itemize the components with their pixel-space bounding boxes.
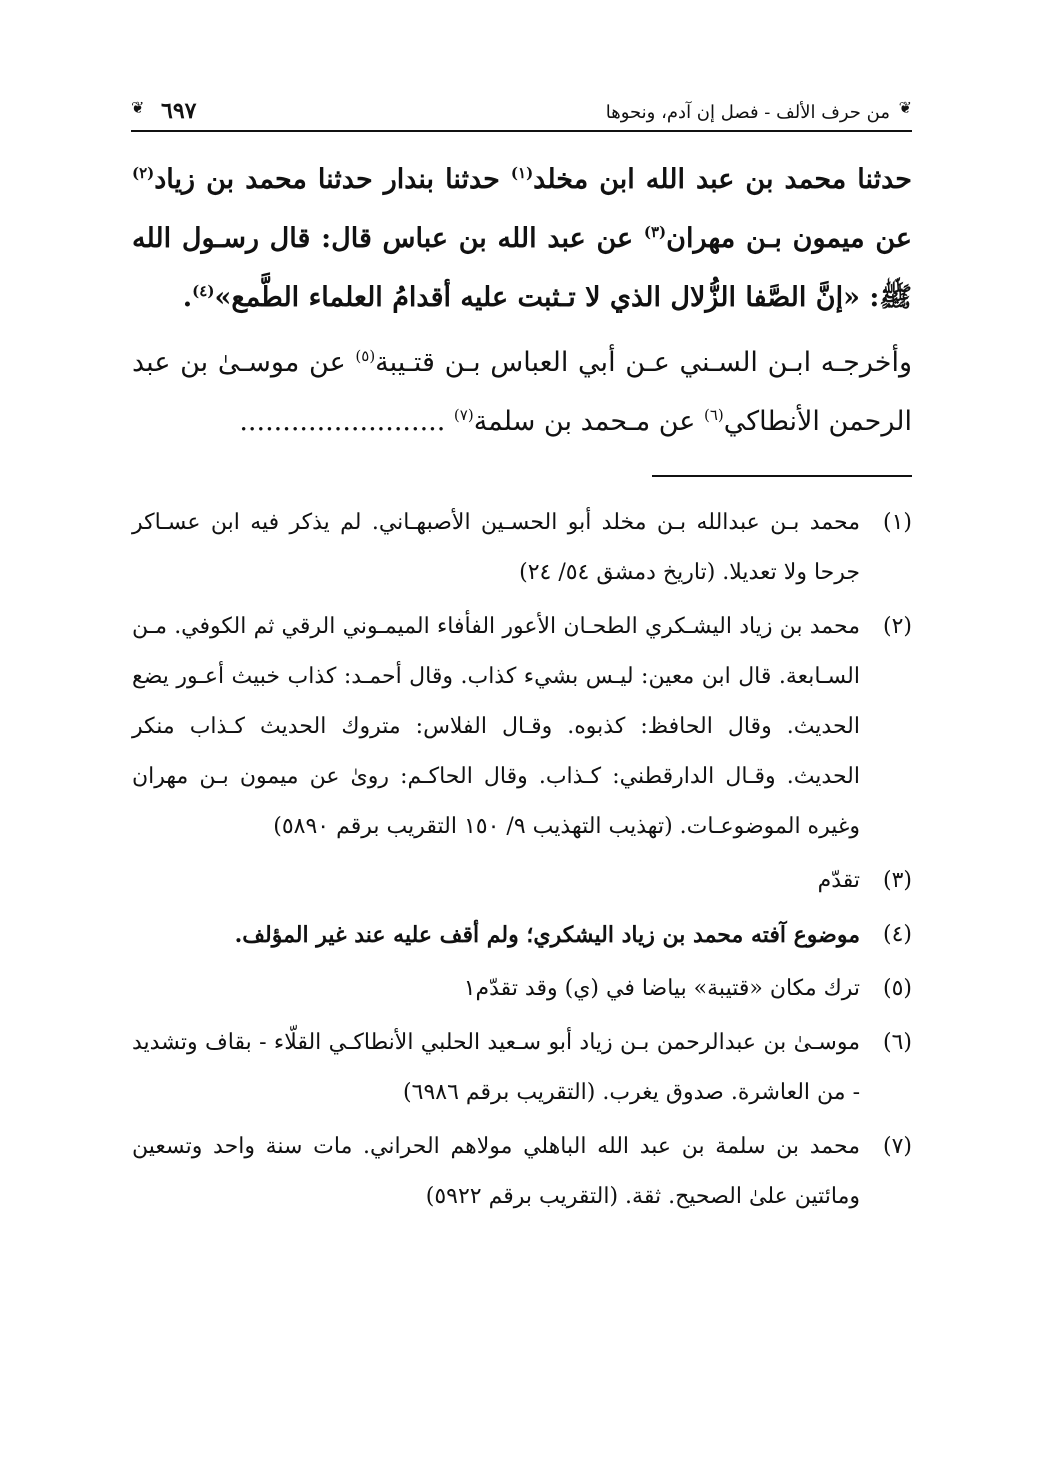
footnote-separator xyxy=(652,475,912,477)
footnote-number: (٢) xyxy=(882,614,912,639)
text-run: حدثنا محمد بن عبد الله ابن مخلد xyxy=(533,164,912,195)
footnote-reference[interactable]: (٣) xyxy=(643,223,667,241)
text-run: عن عبد الله بن عباس قال: قال رسـول الله ﷺ: « xyxy=(132,223,912,313)
footnote-text: تقدّم xyxy=(817,868,860,893)
footnote xyxy=(132,602,912,852)
footnote-number: (٤) xyxy=(882,922,912,947)
footnote xyxy=(132,1018,912,1118)
main-paragraph xyxy=(132,333,912,451)
page-number: ٦٩٧ xyxy=(161,98,197,124)
footnote-text: موضوع آفته محمد بن زياد اليشكري؛ ولم أقف عليه عند غير المؤلف. xyxy=(234,922,860,948)
footnote-reference[interactable]: (١) xyxy=(510,164,534,182)
ornament-icon: ❦ xyxy=(131,98,145,117)
footnote-text: محمد بن سلمة بن عبد الله الباهلي مولاهم الحراني. مات سنة واحد وتسعين ومائتين علىٰ الصحيح. ثقة. (التقريب برقم ٥٩٢٢) xyxy=(132,1134,860,1209)
footnote-text: محمد بن زياد اليشـكري الطحـان الأعور الفأفاء الميمـوني الرقي ثم الكوفي. مـن السـابعة. قال ابن معين: ليـس بشيء كذاب. وقال أحمـد: كذاب خبيث أعـور يضع الحديث. وقال الحافظ: كذبوه. وقـال الفلاس: متروك الحديث كـذاب منكر الحديث. وقـال الدارقطني: كـذاب. وقال الحاكـم: روىٰ عن ميمون بـن مهران وغيره الموضوعـات. (تهذيب التهذيب ٩/ ١٥٠ التقريب برقم ٥٨٩٠) xyxy=(132,614,860,839)
text-run: عن موسـىٰ بن عبد الرحمن الأنطاكي xyxy=(132,347,912,437)
text-run: » xyxy=(214,282,232,313)
main-text xyxy=(132,150,912,451)
footnote-reference[interactable]: (٤) xyxy=(192,282,215,300)
text-run: . xyxy=(182,282,193,313)
footnote xyxy=(132,856,912,906)
footnotes xyxy=(132,498,912,1226)
footnote-number: (٦) xyxy=(882,1030,912,1055)
footnote xyxy=(132,1122,912,1222)
hadith-text: إنَّ الصَّفا الزُّلال الذي لا تـثبت عليه أقدامُ العلماء الطَّمع xyxy=(231,282,844,313)
footnote-number: (١) xyxy=(882,510,912,535)
ornament-icon: ❦ xyxy=(898,98,912,117)
footnote-reference[interactable]: (٥) xyxy=(355,347,376,365)
text-run: وأخرجـه ابـن السـني عـن أبي العباس بـن قتـيبة xyxy=(375,347,912,378)
footnote-reference[interactable]: (٦) xyxy=(704,406,724,424)
footnote xyxy=(132,964,912,1014)
footnote xyxy=(132,910,912,960)
footnote-number: (٧) xyxy=(882,1134,912,1159)
text-run: حدثنا بندار حدثنا محمد بن زياد xyxy=(154,164,511,195)
running-header xyxy=(131,92,912,132)
text-run: عن ميمون بـن مهران xyxy=(666,223,912,254)
footnote-number: (٣) xyxy=(882,868,912,893)
text-run: عن مـحمد بن سلمة xyxy=(473,406,704,437)
footnote xyxy=(132,498,912,598)
header-rule xyxy=(131,130,912,132)
main-paragraph xyxy=(132,150,912,327)
header-title: من حرف الألف - فصل إن آدم، ونحوها xyxy=(605,102,890,123)
footnote-reference[interactable]: (٧) xyxy=(453,406,474,424)
ellipsis: ........................ xyxy=(239,406,454,437)
footnote-text: ترك مكان «قتيبة» بياضا في (ي) وقد تقدّم١ xyxy=(463,976,860,1001)
footnote-reference[interactable]: (٢) xyxy=(132,164,155,182)
footnote-text: موسـىٰ بن عبدالرحمن بـن زياد أبو سـعيد الحلبي الأنطاكـي القلّاء - بقاف وتشديد - من العاشرة. صدوق يغرب. (التقريب برقم ٦٩٨٦) xyxy=(132,1030,860,1105)
footnote-text: محمد بـن عبدالله بـن مخلد أبو الحسـين الأصبهـاني. لم يذكر فيه ابن عسـاكر جرحا ولا تعديلا. (تاريخ دمشق ٥٤/ ٢٤) xyxy=(132,510,860,585)
footnote-number: (٥) xyxy=(882,976,912,1001)
